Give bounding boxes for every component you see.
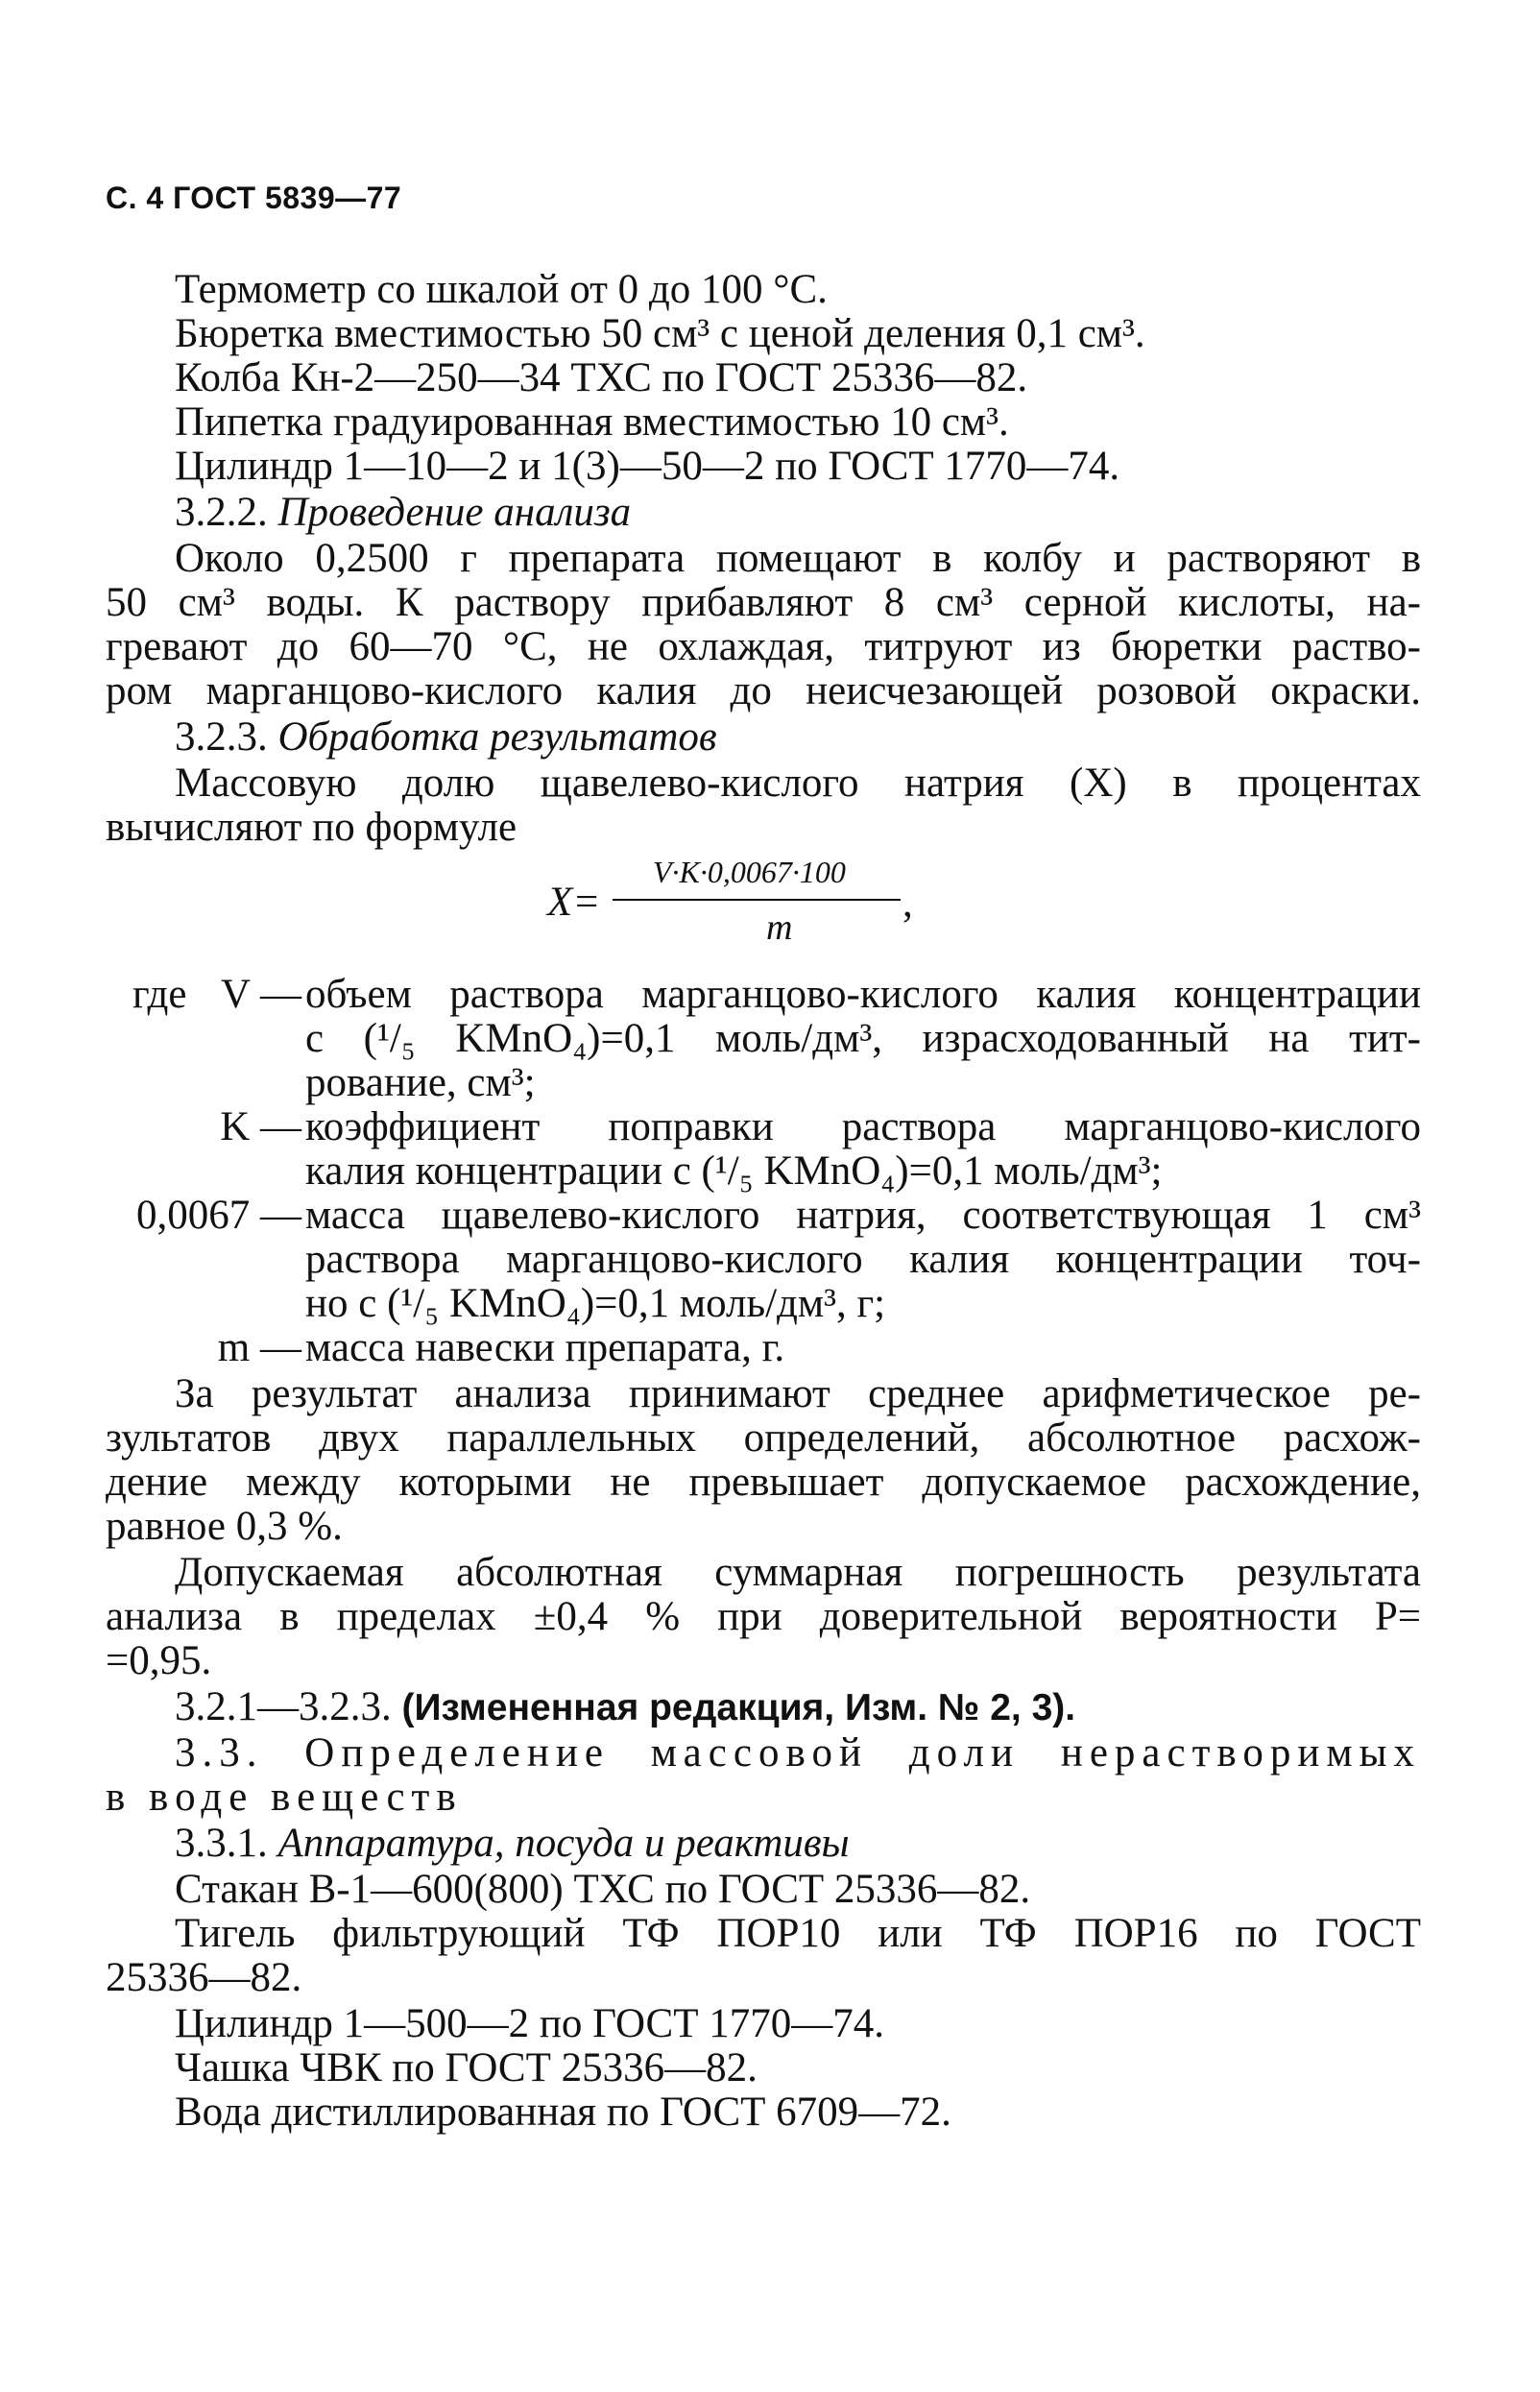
paragraph-line: =0,95. [106,1638,212,1683]
where-label: где [132,972,187,1017]
definition-line: масса навески препарата, г. [305,1325,785,1370]
apparatus-item: Чашка ЧВК по ГОСТ 25336—82. [175,2045,758,2090]
apparatus-item: Вода дистиллированная по ГОСТ 6709—72. [175,2090,951,2135]
paragraph-line: зультатов двух параллельных определений, абсолютное расхож- [106,1415,1421,1461]
definition-term: m — [217,1325,301,1370]
definition-line: раствора марганцово-кислого калия концентрации точ- [305,1237,1421,1282]
apparatus-item: Стакан В-1—600(800) ТХС по ГОСТ 25336—82. [175,1867,1031,1912]
revision-number: 3.2.1—3.2.3. [175,1684,392,1729]
section-heading-3-3-cont: в воде веществ [106,1775,463,1820]
paragraph-line: вычисляют по формуле [106,805,517,850]
section-number: 3.2.3. [175,714,268,760]
definition-term: K — [220,1104,301,1149]
formula-lhs: X= [547,880,601,925]
paragraph-line: Около 0,2500 г препарата помещают в колбу и растворяют в [175,536,1421,581]
apparatus-item-cont: 25336—82. [106,1955,302,2000]
equipment-item: Колба Кн-2—250—34 ТХС по ГОСТ 25336—82. [175,355,1028,400]
equipment-item: Пипетка градуированная вместимостью 10 см³. [175,399,1009,445]
section-number: 3.3.1. [175,1821,268,1866]
section-number: 3.2.2. [175,490,268,535]
definition-line: объем раствора марганцово-кислого калия концентрации [305,972,1421,1017]
definition-line: калия концентрации c (¹/₅ KMnO₄)=0,1 моль/дм³; [305,1148,1163,1194]
paragraph-line: гревают до 60—70 °С, не охлаждая, титруют из бюретки раство- [106,624,1421,669]
section-heading-3-3: 3.3. Определение массовой доли нерастворимых [175,1730,1421,1776]
apparatus-item: Тигель фильтрующий ТФ ПОР10 или ТФ ПОР16 по ГОСТ [175,1911,1421,1956]
paragraph-line: За результат анализа принимают среднее арифметическое ре- [175,1371,1421,1416]
formula-comma: , [902,881,913,926]
definition-term: V — [220,972,301,1017]
paragraph-line: Допускаемая абсолютная суммарная погрешность результата [175,1550,1421,1595]
revision-note [175,1684,1421,1731]
paragraph-line: равное 0,3 %. [106,1504,343,1549]
fraction-bar [613,899,901,901]
definition-line: масса щавелево-кислого натрия, соответствующая 1 см³ [305,1193,1421,1238]
paragraph-line: анализа в пределах ±0,4 % при доверительной вероятности P= [106,1594,1421,1639]
definition-line: коэффициент поправки раствора марганцово-кислого [305,1104,1421,1149]
paragraph-line: Массовую долю щавелево-кислого натрия (X) в процентах [175,761,1421,806]
section-heading-3-3-1 [175,1821,1421,1867]
equipment-item: Термометр со шкалой от 0 до 100 °С. [175,267,828,312]
definition-term: 0,0067 — [136,1193,301,1238]
section-heading-3-2-2 [175,490,1421,536]
revision-text: (Измененная редакция, Изм. № 2, 3). [401,1687,1076,1728]
equipment-item: Бюретка вместимостью 50 см³ с ценой деления 0,1 см³. [175,311,1145,356]
section-title: Обработка результатов [277,714,717,760]
paragraph-line: ром марганцово-кислого калия до неисчезающей розовой окраски. [106,668,1421,713]
paragraph-line: 50 см³ воды. К раствору прибавляют 8 см³ серной кислоты, на- [106,580,1421,625]
equipment-item: Цилиндр 1—10—2 и 1(3)—50—2 по ГОСТ 1770—74. [175,444,1120,489]
formula-numerator: V·K·0,0067·100 [653,855,846,889]
definition-line: рование, см³; [305,1060,536,1105]
paragraph-line: дение между которыми не превышает допускаемое расхождение, [106,1460,1421,1505]
section-title: Аппаратура, посуда и реактивы [277,1821,850,1866]
definition-line: но c (¹/₅ KMnO₄)=0,1 моль/дм³, г; [305,1281,886,1326]
formula [547,855,989,960]
formula-denominator: m [766,907,793,948]
definition-line: c (¹/₅ KMnO₄)=0,1 моль/дм³, израсходованный на тит- [305,1016,1421,1061]
apparatus-item: Цилиндр 1—500—2 по ГОСТ 1770—74. [175,2001,884,2046]
page-header: С. 4 ГОСТ 5839—77 [106,181,402,215]
section-title: Проведение анализа [277,490,632,535]
section-heading-3-2-3 [175,714,1421,761]
